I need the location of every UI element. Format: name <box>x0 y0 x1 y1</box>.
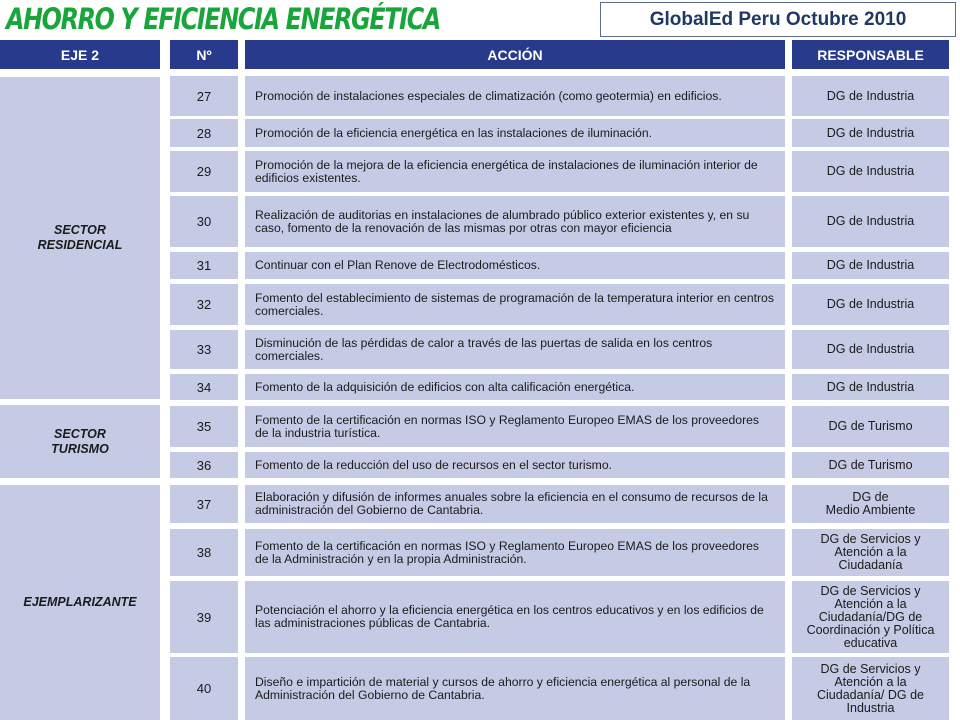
row-responsible: DG de Turismo <box>792 406 949 447</box>
row-number: 39 <box>170 581 238 653</box>
row-action: Fomento de la reducción del uso de recursos en el sector turismo. <box>245 452 785 478</box>
row-responsible: DG de Turismo <box>792 452 949 478</box>
row-action: Promoción de la mejora de la eficiencia energética de instalaciones de iluminación interior de edificios existentes. <box>245 151 785 192</box>
sector-residencial: SECTOR RESIDENCIAL <box>0 77 160 399</box>
row-number: 27 <box>170 76 238 116</box>
sector-ejemplarizante: EJEMPLARIZANTE <box>0 485 160 720</box>
row-responsible: DG de Industria <box>792 252 949 279</box>
row-number: 29 <box>170 151 238 192</box>
row-action: Fomento de la adquisición de edificios con alta calificación energética. <box>245 374 785 400</box>
row-action: Promoción de instalaciones especiales de climatización (como geotermia) en edificios. <box>245 76 785 116</box>
row-action: Continuar con el Plan Renove de Electrodomésticos. <box>245 252 785 279</box>
row-action: Realización de auditorias en instalaciones de alumbrado público exterior existentes y, en su caso, fomento de la renovación de las mismas por otras con mayor eficiencia <box>245 196 785 247</box>
row-responsible: DG de Servicios y Atención a la Ciudadanía/ DG de Industria <box>792 657 949 720</box>
column-header-number: Nº <box>170 40 238 69</box>
row-number: 33 <box>170 330 238 369</box>
row-action: Promoción de la eficiencia energética en las instalaciones de iluminación. <box>245 119 785 147</box>
row-responsible: DG de Industria <box>792 151 949 192</box>
page-title: AHORRO Y EFICIENCIA ENERGÉTICA <box>6 2 440 36</box>
row-action: Fomento del establecimiento de sistemas de programación de la temperatura interior en centros comerciales. <box>245 284 785 325</box>
row-number: 38 <box>170 529 238 576</box>
row-number: 40 <box>170 657 238 720</box>
column-header-action: ACCIÓN <box>245 40 785 69</box>
row-action: Fomento de la certificación en normas ISO y Reglamento Europeo EMAS de los proveedores de la industria turística. <box>245 406 785 447</box>
sector-turismo: SECTOR TURISMO <box>0 405 160 478</box>
row-action: Fomento de la certificación en normas ISO y Reglamento Europeo EMAS de los proveedores de la Administración y en la propia Administración. <box>245 529 785 576</box>
org-date-badge: GlobalEd Peru Octubre 2010 <box>600 2 956 37</box>
column-header-responsible: RESPONSABLE <box>792 40 949 69</box>
row-action: Diseño e impartición de material y cursos de ahorro y eficiencia energética al personal de la Administración del Gobierno de Cantabria. <box>245 657 785 720</box>
row-responsible: DG de Industria <box>792 76 949 116</box>
row-number: 35 <box>170 406 238 447</box>
row-responsible: DG de Industria <box>792 284 949 325</box>
row-responsible: DG de Servicios y Atención a la Ciudadanía/DG de Coordinación y Política educativa <box>792 581 949 653</box>
row-number: 37 <box>170 485 238 523</box>
row-responsible: DG de Servicios y Atención a la Ciudadanía <box>792 529 949 576</box>
row-number: 28 <box>170 119 238 147</box>
row-responsible: DG de Industria <box>792 330 949 369</box>
row-number: 36 <box>170 452 238 478</box>
row-responsible: DG de Industria <box>792 196 949 247</box>
row-number: 30 <box>170 196 238 247</box>
row-responsible: DG de Medio Ambiente <box>792 485 949 523</box>
row-responsible: DG de Industria <box>792 374 949 400</box>
column-header-eje: EJE 2 <box>0 40 160 69</box>
row-action: Disminución de las pérdidas de calor a través de las puertas de salida en los centros comerciales. <box>245 330 785 369</box>
row-number: 31 <box>170 252 238 279</box>
row-responsible: DG de Industria <box>792 119 949 147</box>
row-number: 32 <box>170 284 238 325</box>
row-action: Elaboración y difusión de informes anuales sobre la eficiencia en el consumo de recursos de la administración del Gobierno de Cantabria. <box>245 485 785 523</box>
row-action: Potenciación el ahorro y la eficiencia energética en los centros educativos y en los edificios de las administraciones públicas de Cantabria. <box>245 581 785 653</box>
row-number: 34 <box>170 374 238 400</box>
